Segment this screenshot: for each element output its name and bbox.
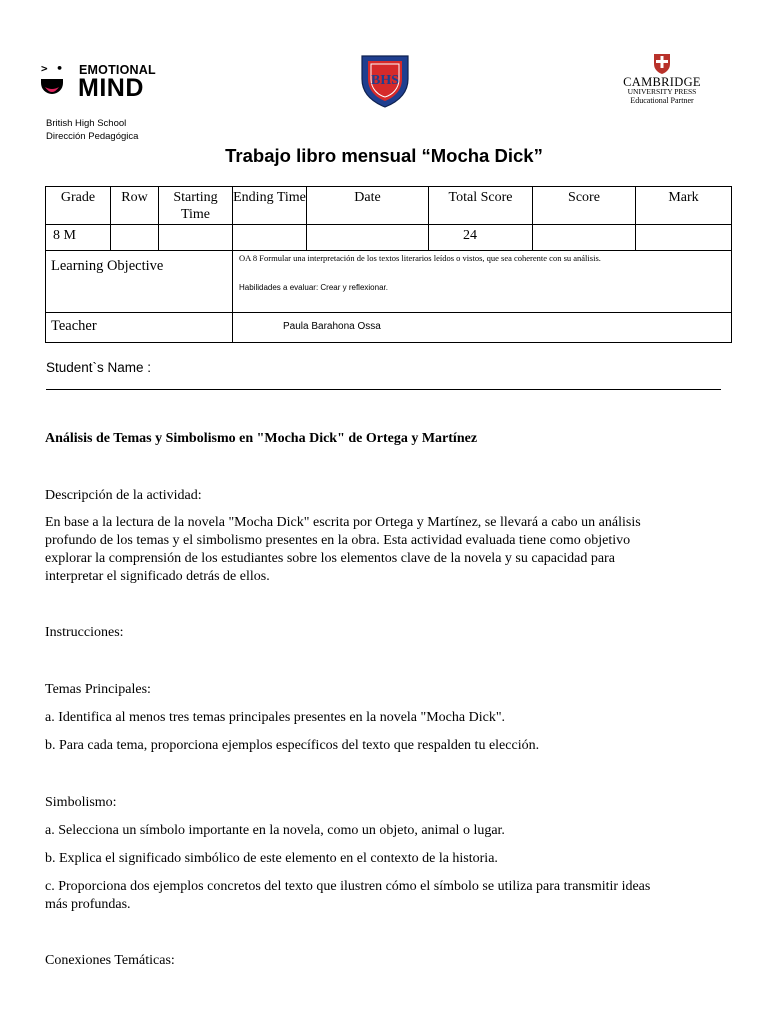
teacher-row <box>46 313 732 343</box>
description-label: Descripción de la actividad: <box>45 488 202 503</box>
header-date: Date <box>307 187 429 225</box>
value-ending-time[interactable] <box>233 225 307 251</box>
header-ending-time: Ending Time <box>233 187 307 225</box>
cambridge-press: UNIVERSITY PRESS <box>627 87 697 96</box>
symbolism-item-c <box>45 878 725 914</box>
value-total-score: 24 <box>429 225 533 251</box>
school-info <box>46 117 138 143</box>
value-starting-time[interactable] <box>159 225 233 251</box>
bhs-shield-icon <box>359 53 411 109</box>
page-title: Trabajo libro mensual “Mocha Dick” <box>225 145 543 166</box>
header-score: Score <box>533 187 636 225</box>
student-name-line[interactable] <box>46 389 721 390</box>
value-date[interactable] <box>307 225 429 251</box>
value-mark[interactable] <box>636 225 732 251</box>
school-name: British High School <box>46 118 127 129</box>
themes-label: Temas Principales: <box>45 682 151 697</box>
info-table <box>45 186 732 343</box>
header-grade: Grade <box>46 187 111 225</box>
emotional-mind-word1: EMOTIONAL <box>79 63 156 77</box>
description-line: En base a la lectura de la novela "Mocha Dick" escrita por Ortega y Martínez, se llevará a cabo un análisis <box>45 515 641 530</box>
cambridge-shield-icon <box>653 53 671 75</box>
description-line: interpretar el significado detrás de ellos. <box>45 569 270 584</box>
themes-item-a: a. Identifica al menos tres temas principales presentes en la novela "Mocha Dick". <box>45 710 506 725</box>
value-grade: 8 M <box>46 225 111 251</box>
student-name-label: Student`s Name : <box>46 360 152 375</box>
description-paragraph <box>45 514 725 586</box>
description-line: explorar la comprensión de los estudiantes sobre los elementos clave de la novela y su capacidad para <box>45 551 615 566</box>
symbolism-item-b: b. Explica el significado simbólico de este elemento en el contexto de la historia. <box>45 851 498 866</box>
learning-objective-text: OA 8 Formular una interpretación de los textos literarios leídos o vistos, que sea coherente con su análisis. <box>239 253 601 263</box>
bhs-crest-logo <box>359 53 411 109</box>
header-row: Row <box>111 187 159 225</box>
info-value-row <box>46 225 732 251</box>
value-score[interactable] <box>533 225 636 251</box>
cambridge-partner: Educational Partner <box>630 96 694 105</box>
cambridge-logo <box>622 53 702 111</box>
section-heading: Análisis de Temas y Simbolismo en "Mocha Dick" de Ortega y Martínez <box>45 431 478 446</box>
info-header-row <box>46 187 732 225</box>
emotional-mind-mouth-icon <box>41 79 63 97</box>
bhs-letters: BHS <box>370 73 400 88</box>
emotional-mind-logo <box>40 62 160 102</box>
value-row[interactable] <box>111 225 159 251</box>
skills-text: Habilidades a evaluar: Crear y reflexionar. <box>239 283 388 292</box>
symbolism-item-c-line: c. Proporciona dos ejemplos concretos del texto que ilustren cómo el símbolo se utiliza para transmitir ideas <box>45 879 651 894</box>
department-name: Dirección Pedagógica <box>46 131 139 142</box>
connections-label: Conexiones Temáticas: <box>45 953 175 968</box>
teacher-label: Teacher <box>46 313 233 343</box>
emotional-mind-eyes: > • <box>41 62 64 75</box>
emotional-mind-word2: MIND <box>78 74 144 102</box>
learning-objective-label: Learning Objective <box>46 251 233 313</box>
teacher-name: Paula Barahona Ossa <box>233 313 732 343</box>
header-mark: Mark <box>636 187 732 225</box>
symbolism-item-a: a. Selecciona un símbolo importante en la novela, como un objeto, animal o lugar. <box>45 823 505 838</box>
header-total-score: Total Score <box>429 187 533 225</box>
learning-objective-content <box>233 251 732 313</box>
learning-objective-row <box>46 251 732 313</box>
cambridge-name: CAMBRIDGE <box>623 75 701 89</box>
description-line: profundo de los temas y el simbolismo presentes en la obra. Esta actividad evaluada tiene como objetivo <box>45 533 631 548</box>
themes-item-b: b. Para cada tema, proporciona ejemplos específicos del texto que respalden tu elección. <box>45 738 540 753</box>
instructions-label: Instrucciones: <box>45 625 124 640</box>
symbolism-label: Simbolismo: <box>45 795 117 810</box>
symbolism-item-c-line: más profundas. <box>45 897 131 912</box>
header-starting-time: Starting Time <box>159 187 233 225</box>
